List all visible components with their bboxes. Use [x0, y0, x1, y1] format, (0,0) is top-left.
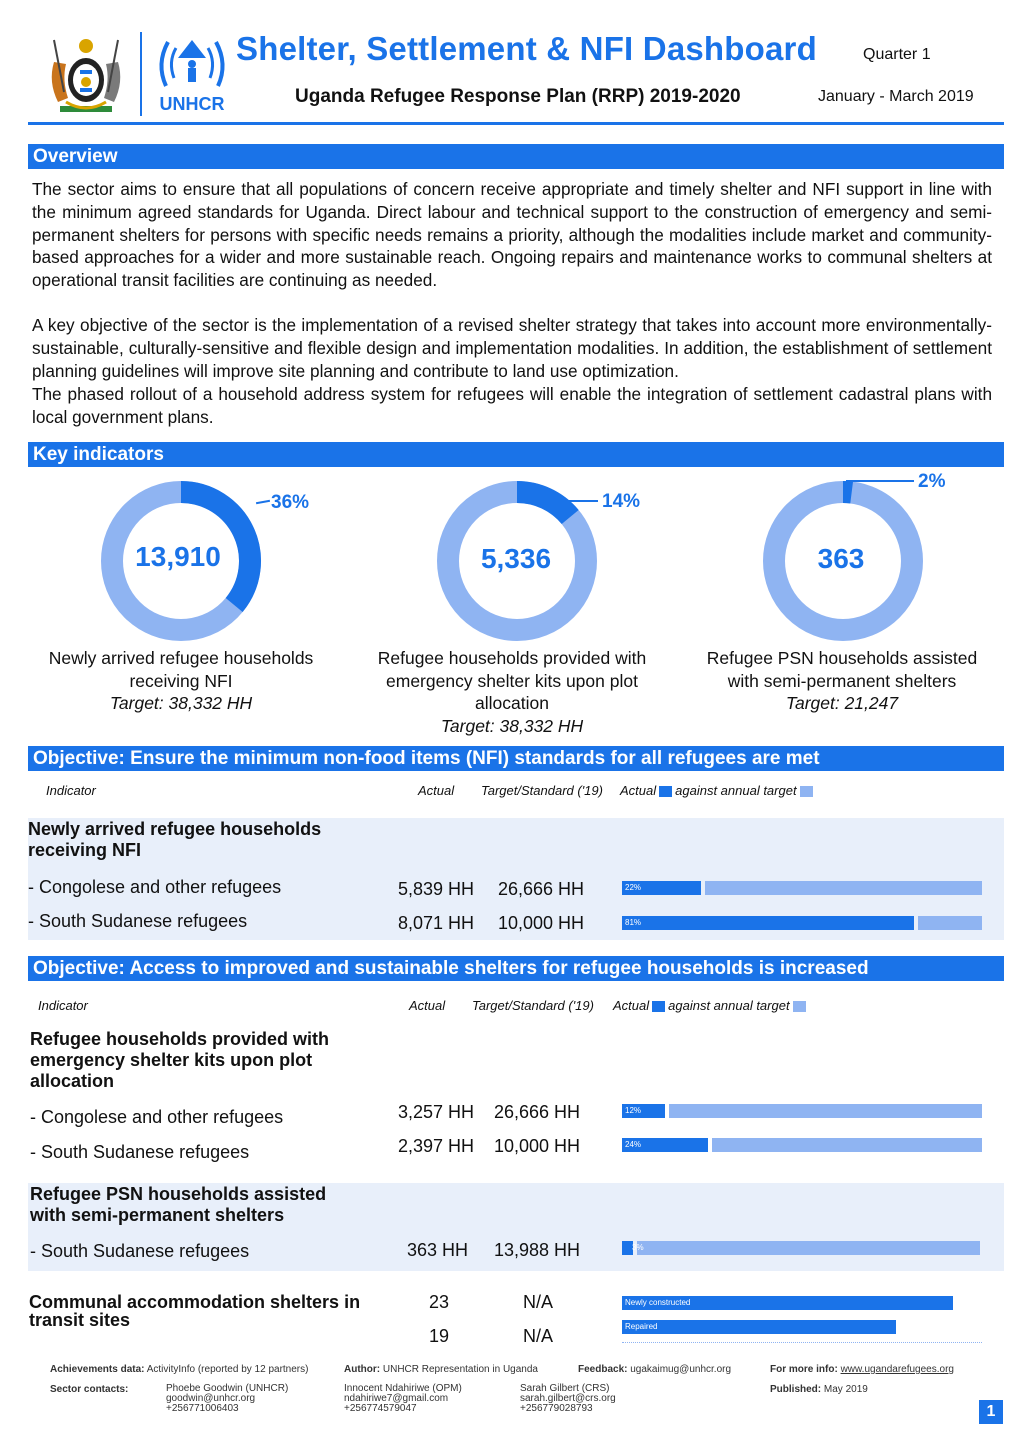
footer-achievements — [50, 1364, 308, 1375]
overview-paragraph-1: The sector aims to ensure that all populations of concern receive appropriate and timely shelter and NFI support in line with the minimum agreed standards for Uganda. Direct labour and technical support to the construction of emergency and semi-permanent shelters for persons with specific needs remains a priority, although the modalities include market and community-based approaches for a wider and more sustainable reach. Ongoing repairs and maintenance works to communal shelters at operational transit facilities are continuing as needed. — [32, 179, 992, 291]
key-indicators-heading: Key indicators — [28, 442, 1004, 467]
legend-target-label: against annual target — [668, 998, 790, 1013]
indicator-group-title: Newly arrived refugee households receiving NFI — [28, 819, 322, 860]
donut-achieved-arc — [517, 492, 570, 517]
contact-phone: +256771006403 — [166, 1403, 239, 1414]
footer-achievements-value: ActivityInfo (reported by 12 partners) — [146, 1364, 309, 1375]
header-rule — [28, 122, 1004, 125]
kpi-caption — [362, 647, 662, 737]
kpi-caption-text: Newly arrived refugee households receiving NFI — [48, 648, 314, 691]
row-target: N/A — [523, 1326, 554, 1346]
footer-author-value: UNHCR Representation in Uganda — [382, 1364, 538, 1375]
col-header-indicator: Indicator — [46, 783, 96, 798]
col-header-legend — [613, 998, 809, 1013]
legend-target-swatch — [793, 1001, 806, 1012]
footer-contact-2 — [344, 1384, 462, 1414]
footer-more-info-label: For more info: — [770, 1364, 838, 1375]
footer-feedback-label: Feedback: — [578, 1364, 628, 1375]
row-target: 10,000 HH — [498, 913, 585, 933]
contact-phone: +256779028793 — [520, 1403, 593, 1414]
row-target: 10,000 HH — [494, 1136, 581, 1156]
row-actual: 19 — [429, 1326, 450, 1346]
progress-bar — [622, 1241, 980, 1255]
progress-bar — [622, 1104, 982, 1118]
footer-published-label: Published: — [770, 1384, 822, 1395]
footer-author-label: Author: — [344, 1364, 381, 1375]
kpi-value: 5,336 — [480, 543, 552, 574]
progress-bar-track — [669, 1104, 982, 1118]
row-actual: 8,071 HH — [398, 913, 475, 933]
indicator-group-title: Refugee households provided with emergency shelter kits upon plot allocation — [30, 1029, 330, 1091]
kpi-value: 13,910 — [135, 541, 221, 572]
overview-paragraph-2: A key objective of the sector is the implementation of a revised shelter strategy that takes into account more environmentally-sustainable, culturally-sensitive and flexible design and implementation modalities. In addition, the establishment of settlement planning guidelines will improve site planning and contribute to land use optimization. — [32, 315, 992, 381]
col-header-indicator: Indicator — [38, 998, 88, 1013]
legend-target-label: against annual target — [675, 783, 797, 798]
progress-bar-fill — [622, 1320, 896, 1334]
kpi-percent: 36% — [271, 492, 310, 513]
contact-name: Phoebe Goodwin (UNHCR) — [166, 1383, 289, 1394]
progress-bar — [622, 881, 982, 895]
contact-name: Innocent Ndahiriwe (OPM) — [344, 1383, 462, 1394]
row-label: - South Sudanese refugees — [30, 1241, 250, 1261]
kpi-target: Target: 38,332 HH — [109, 693, 253, 713]
progress-bar-track — [637, 1241, 980, 1255]
contact-email[interactable]: goodwin@unhcr.org — [166, 1393, 256, 1404]
row-target: 26,666 HH — [494, 1102, 581, 1122]
donut-achieved-arc — [843, 492, 852, 493]
header-divider — [140, 32, 142, 116]
row-target: 13,988 HH — [494, 1240, 581, 1260]
donut-leader-line — [568, 500, 598, 502]
progress-bar — [622, 1138, 982, 1152]
kpi-caption — [690, 647, 994, 715]
kpi-percent: 14% — [602, 491, 641, 512]
bar-axis-line — [622, 1342, 982, 1344]
progress-bar-fill — [622, 916, 914, 930]
col-header-actual: Actual — [409, 998, 446, 1013]
unhcr-wordmark: UNHCR — [159, 94, 225, 114]
indicator-group-title: Refugee PSN households assisted with semi-permanent shelters — [30, 1184, 327, 1225]
contact-email[interactable]: ndahiriwe7@gmail.com — [344, 1393, 449, 1404]
legend-actual-label: Actual — [613, 998, 650, 1013]
legend-actual-label: Actual — [620, 783, 657, 798]
kpi-caption-text: Refugee PSN households assisted with semi-permanent shelters — [706, 648, 978, 691]
row-actual: 363 HH — [407, 1240, 469, 1260]
progress-bar-label: Repaired — [625, 1322, 658, 1331]
footer-published-value: May 2019 — [823, 1384, 868, 1395]
kpi-caption-text: Refugee households provided with emergency shelter kits upon plot allocation — [377, 648, 647, 713]
footer-contact-1 — [166, 1384, 288, 1414]
col-header-actual: Actual — [418, 783, 455, 798]
legend-actual-swatch — [652, 1001, 665, 1012]
progress-bar-label: 22% — [625, 883, 642, 892]
legend-target-swatch — [800, 786, 813, 797]
contact-phone: +256774579047 — [344, 1403, 417, 1414]
row-label: - Congolese and other refugees — [30, 1107, 284, 1127]
donut-leader-line — [846, 480, 914, 482]
row-actual: 2,397 HH — [398, 1136, 475, 1156]
progress-bar — [622, 916, 982, 930]
progress-bar-label: 12% — [625, 1106, 642, 1115]
overview-heading: Overview — [28, 144, 1004, 169]
progress-bar-label: 24% — [625, 1140, 642, 1149]
uganda-coat-of-arms-logo — [40, 32, 132, 116]
contact-name: Sarah Gilbert (CRS) — [520, 1383, 610, 1394]
page-title: Shelter, Settlement & NFI Dashboard — [236, 30, 817, 67]
footer-published — [770, 1384, 868, 1395]
legend-actual-swatch — [659, 786, 672, 797]
progress-bar-label: Newly constructed — [625, 1298, 691, 1307]
row-actual: 5,839 HH — [398, 879, 475, 899]
row-label: - South Sudanese refugees — [30, 1142, 250, 1162]
progress-bar-track — [705, 881, 982, 895]
footer-contacts-label — [50, 1384, 128, 1395]
kpi-caption — [22, 647, 340, 715]
contact-email[interactable]: sarah.gilbert@crs.org — [520, 1393, 616, 1404]
page-number: 1 — [979, 1400, 1003, 1424]
progress-bar-label: 3% — [632, 1243, 644, 1252]
row-actual: 3,257 HH — [398, 1102, 475, 1122]
objective-nfi-heading: Objective: Ensure the minimum non-food items (NFI) standards for all refugees are met — [28, 746, 1004, 771]
period-label: January - March 2019 — [818, 88, 974, 105]
page-subtitle: Uganda Refugee Response Plan (RRP) 2019-2020 — [295, 86, 741, 107]
kpi-target: Target: 21,247 — [785, 693, 899, 713]
col-header-target: Target/Standard ('19) — [481, 783, 603, 798]
footer-contact-3 — [520, 1384, 616, 1414]
footer-feedback-value: ugakaimug@unhcr.org — [630, 1364, 732, 1375]
col-header-target: Target/Standard ('19) — [472, 998, 594, 1013]
objective-shelter-heading: Objective: Access to improved and sustainable shelters for refugee households is increased — [28, 956, 1004, 981]
kpi-value: 363 — [817, 543, 865, 574]
overview-paragraph-3: The phased rollout of a household address system for refugees will enable the integration of settlement cadastral plans with local government plans. — [32, 384, 992, 427]
row-label: - Congolese and other refugees — [28, 877, 282, 897]
row-target: 26,666 HH — [498, 879, 585, 899]
progress-bar-track — [918, 916, 982, 930]
footer-author — [344, 1364, 538, 1375]
kpi-target: Target: 38,332 HH — [440, 715, 584, 736]
row-target: N/A — [523, 1292, 554, 1312]
unhcr-logo — [152, 34, 232, 114]
progress-bar-label: 81% — [625, 918, 642, 927]
kpi-percent: 2% — [918, 471, 946, 492]
quarter-label: Quarter 1 — [863, 46, 931, 63]
footer-feedback — [578, 1364, 731, 1375]
footer-more-info-link[interactable]: www.ugandarefugees.org — [840, 1364, 954, 1375]
col-header-legend — [620, 783, 816, 798]
row-label: - South Sudanese refugees — [28, 911, 248, 931]
footer-achievements-label: Achievements data: — [50, 1364, 145, 1375]
footer-more-info — [770, 1364, 954, 1375]
progress-bar-track — [712, 1138, 982, 1152]
indicator-group-title: Communal accommodation shelters in transit sites — [29, 1292, 361, 1330]
footer-contacts-heading: Sector contacts: — [50, 1384, 129, 1395]
row-actual: 23 — [429, 1292, 450, 1312]
